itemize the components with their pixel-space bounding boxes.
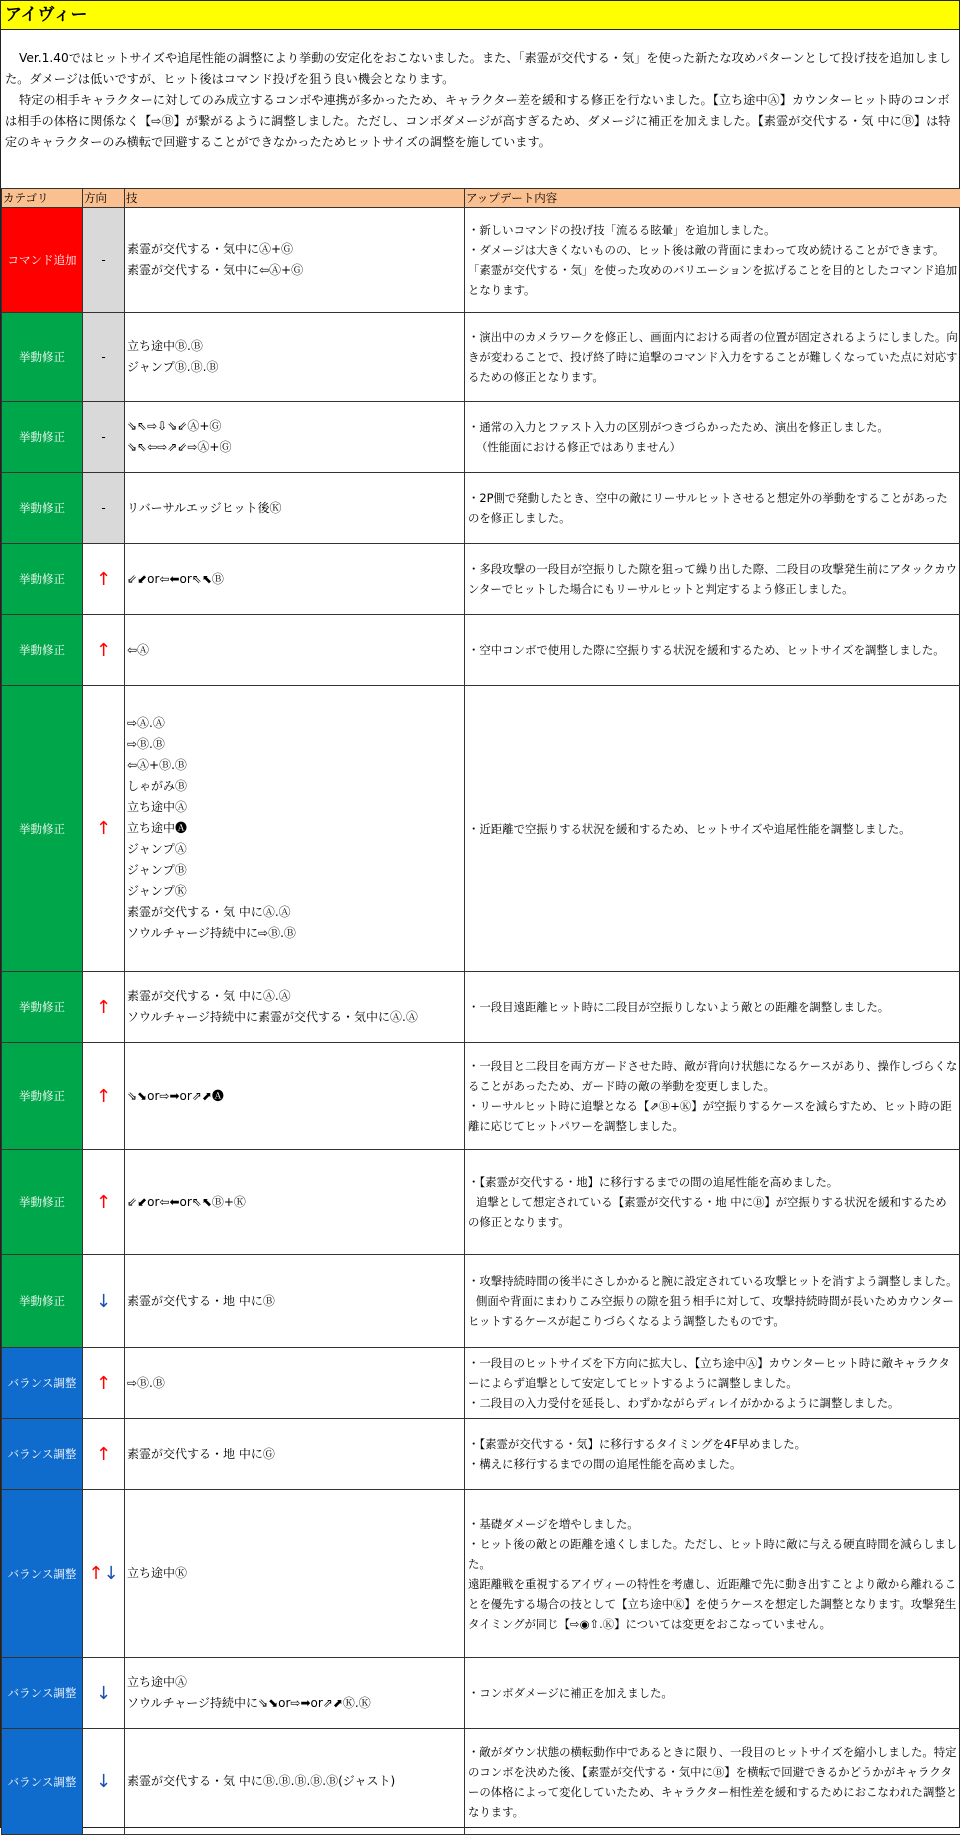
update-cell bbox=[465, 1658, 960, 1729]
move-line: 素霊が交代する・気 中にⒶ.Ⓐ bbox=[127, 902, 464, 923]
update-cell bbox=[465, 208, 960, 313]
move-line: 立ち途中Ⓐ bbox=[127, 1672, 464, 1693]
direction-cell bbox=[83, 1043, 125, 1150]
header-direction: 方向 bbox=[83, 189, 125, 208]
move-cell bbox=[125, 313, 465, 402]
update-cell bbox=[465, 1419, 960, 1490]
direction-arrow-icon: ↓ bbox=[96, 1683, 111, 1704]
move-cell bbox=[125, 686, 465, 972]
move-cell bbox=[125, 1043, 465, 1150]
update-line: ・新しいコマンドの投げ技「流るる眩暈」を追加しました。 bbox=[468, 220, 958, 240]
category-cell: バランス調整 bbox=[2, 1348, 83, 1419]
table-row bbox=[2, 1255, 960, 1348]
move-line: ⇨Ⓑ.Ⓑ bbox=[127, 1373, 464, 1394]
direction-cell bbox=[83, 313, 125, 402]
direction-arrow-icon: ↑↓ bbox=[88, 1563, 118, 1584]
direction-cell bbox=[83, 1348, 125, 1419]
table-row bbox=[2, 972, 960, 1043]
move-cell bbox=[125, 402, 465, 473]
update-cell bbox=[465, 1150, 960, 1255]
move-line: 素霊が交代する・気 中にⒷ.Ⓑ.Ⓑ.Ⓑ.Ⓑ(ジャスト) bbox=[127, 1771, 464, 1792]
move-line: 素霊が交代する・気中にⒶ+Ⓖ bbox=[127, 239, 464, 260]
table-row bbox=[2, 473, 960, 544]
move-line: ⇦Ⓐ+Ⓑ.Ⓑ bbox=[127, 755, 464, 776]
intro-text bbox=[1, 30, 959, 169]
update-table bbox=[1, 188, 960, 1835]
direction-cell bbox=[83, 1150, 125, 1255]
table-header-row bbox=[2, 189, 960, 208]
update-cell bbox=[465, 686, 960, 972]
update-line: ・リーサルヒット時に追撃となる【⇗Ⓑ+Ⓚ】が空振りするケースを減らすため、ヒット時の距離に応じてヒットパワーを調整しました。 bbox=[468, 1096, 958, 1136]
category-cell: コマンド追加 bbox=[2, 208, 83, 313]
update-line: ・【素霊が交代する・地】に移行するまでの間の追尾性能を高めました。 bbox=[468, 1172, 958, 1192]
no-direction-mark: - bbox=[101, 430, 105, 444]
move-line: ⇘⇖⇨⇩⇘⇙Ⓐ+Ⓖ bbox=[127, 416, 464, 437]
direction-arrow-icon: ↑ bbox=[96, 1373, 111, 1394]
update-cell bbox=[465, 972, 960, 1043]
update-cell bbox=[465, 313, 960, 402]
update-line: ・空中コンボで使用した際に空振りする状況を緩和するため、ヒットサイズを調整しました。 bbox=[468, 640, 958, 660]
move-line: ソウルチャージ持続中に⇨Ⓑ.Ⓑ bbox=[127, 923, 464, 944]
category-cell: 挙動修正 bbox=[2, 615, 83, 686]
update-line: ・多段攻撃の一段目が空振りした隙を狙って繰り出した際、二段目の攻撃発生前にアタックカウンターでヒットした場合にもリーサルヒットと判定するよう修正しました。 bbox=[468, 559, 958, 599]
table-row bbox=[2, 1729, 960, 1835]
direction-cell bbox=[83, 208, 125, 313]
direction-cell bbox=[83, 1729, 125, 1835]
update-line: ・一段目のヒットサイズを下方向に拡大し、【立ち途中Ⓐ】カウンターヒット時に敵キャラクターによらず追撃として安定してヒットするように調整しました。 bbox=[468, 1353, 958, 1393]
direction-arrow-icon: ↑ bbox=[96, 640, 111, 661]
update-cell bbox=[465, 1348, 960, 1419]
direction-cell bbox=[83, 1419, 125, 1490]
move-line: ジャンプⒷ bbox=[127, 860, 464, 881]
table-row bbox=[2, 686, 960, 972]
update-cell bbox=[465, 1729, 960, 1835]
move-cell bbox=[125, 615, 465, 686]
update-line: ・基礎ダメージを増やしました。 bbox=[468, 1514, 958, 1534]
direction-arrow-icon: ↑ bbox=[96, 818, 111, 839]
direction-arrow-icon: ↓ bbox=[96, 1771, 111, 1792]
update-cell bbox=[465, 402, 960, 473]
direction-cell bbox=[83, 972, 125, 1043]
move-cell bbox=[125, 1150, 465, 1255]
update-line: ・近距離で空振りする状況を緩和するため、ヒットサイズや追尾性能を調整しました。 bbox=[468, 819, 958, 839]
update-line: 「素霊が交代する・気」を使った攻めのバリエーションを拡げることを目的としたコマンド追加となります。 bbox=[468, 260, 958, 300]
update-line: 遠距離戦を重視するアイヴィーの特性を考慮し、近距離で先に動き出すことより敵から離れることを優先する場合の技として【立ち途中Ⓚ】を使うケースを想定した調整となります。攻撃発生タイミングが同じ【⇨◉⇧.Ⓚ】については変更をおこなっていません。 bbox=[468, 1574, 958, 1634]
direction-arrow-icon: ↓ bbox=[96, 1291, 111, 1312]
update-line: ・通常の入力とファスト入力の区別がつきづらかったため、演出を修正しました。 bbox=[468, 417, 958, 437]
intro-paragraph-2: 特定の相手キャラクターに対してのみ成立するコンボや連携が多かったため、キャラクター差を緩和する修正を行ないました。【立ち途中Ⓐ】カウンターヒット時のコンボは相手の体格に関係なく【⇨Ⓑ】が繋がるように調整しました。ただし、コンボダメージが高すぎるため、ダメージに補正を加えました。【素霊が交代する・気 中にⒷ】は特定のキャラクターのみ横転で回避することができなかったためヒットサイズの調整を施しています。 bbox=[5, 90, 955, 153]
move-cell bbox=[125, 972, 465, 1043]
move-cell bbox=[125, 1255, 465, 1348]
category-cell: バランス調整 bbox=[2, 1658, 83, 1729]
category-cell: 挙動修正 bbox=[2, 1043, 83, 1150]
move-line: 立ち途中Ⓚ bbox=[127, 1563, 464, 1584]
no-direction-mark: - bbox=[101, 501, 105, 515]
table-row bbox=[2, 208, 960, 313]
move-line: ⇨Ⓐ.Ⓐ bbox=[127, 713, 464, 734]
move-line: ⇘⇖⇦⇨⇗⇙⇨Ⓐ+Ⓖ bbox=[127, 437, 464, 458]
category-cell: バランス調整 bbox=[2, 1490, 83, 1658]
move-line: ⇙⬋or⇦⬅or⇖⬉Ⓑ+Ⓚ bbox=[127, 1192, 464, 1213]
category-cell: バランス調整 bbox=[2, 1729, 83, 1835]
direction-cell bbox=[83, 473, 125, 544]
move-cell bbox=[125, 1658, 465, 1729]
move-line: 立ち途中🅐 bbox=[127, 818, 464, 839]
table-row bbox=[2, 1490, 960, 1658]
category-cell: 挙動修正 bbox=[2, 1255, 83, 1348]
table-row bbox=[2, 544, 960, 615]
category-cell: バランス調整 bbox=[2, 1419, 83, 1490]
update-line: ・コンボダメージに補正を加えました。 bbox=[468, 1683, 958, 1703]
move-cell bbox=[125, 1419, 465, 1490]
update-line: ・攻撃持続時間の後半にさしかかると腕に設定されている攻撃ヒットを消すよう調整しました。 bbox=[468, 1271, 958, 1291]
update-line: ・一段目と二段目を両方ガードさせた時、敵が背向け状態になるケースがあり、操作しづらくなることがあったため、ガード時の敵の挙動を変更しました。 bbox=[468, 1056, 958, 1096]
move-line: リバーサルエッジヒット後Ⓚ bbox=[127, 498, 464, 519]
table-row bbox=[2, 402, 960, 473]
header-move: 技 bbox=[125, 189, 465, 208]
table-row bbox=[2, 1658, 960, 1729]
category-cell: 挙動修正 bbox=[2, 313, 83, 402]
move-cell bbox=[125, 473, 465, 544]
move-line: ⇙⬋or⇦⬅or⇖⬉Ⓑ bbox=[127, 569, 464, 590]
direction-cell bbox=[83, 1658, 125, 1729]
move-line: しゃがみⒷ bbox=[127, 776, 464, 797]
update-cell bbox=[465, 1490, 960, 1658]
update-cell bbox=[465, 615, 960, 686]
update-line: 側面や背面にまわりこみ空振りの隙を狙う相手に対して、攻撃持続時間が長いためカウンターヒットするケースが起こりづらくなるよう調整したものです。 bbox=[468, 1291, 958, 1331]
direction-cell bbox=[83, 1255, 125, 1348]
category-cell: 挙動修正 bbox=[2, 544, 83, 615]
move-line: 素霊が交代する・地 中にⒷ bbox=[127, 1291, 464, 1312]
header-update: アップデート内容 bbox=[465, 189, 960, 208]
move-line: ジャンプⒷ.Ⓑ.Ⓑ bbox=[127, 357, 464, 378]
update-line: ・【素霊が交代する・気】に移行するタイミングを4F早めました。 bbox=[468, 1434, 958, 1454]
update-line: ・演出中のカメラワークを修正し、画面内における両者の位置が固定されるようにしました。向きが変わることで、投げ終了時に追撃のコマンド入力をすることが難しくなっていた点に対応するための修正となります。 bbox=[468, 327, 958, 387]
direction-arrow-icon: ↑ bbox=[96, 569, 111, 590]
table-row bbox=[2, 1150, 960, 1255]
move-line: 立ち途中Ⓑ.Ⓑ bbox=[127, 336, 464, 357]
direction-cell bbox=[83, 615, 125, 686]
direction-arrow-icon: ↑ bbox=[96, 1192, 111, 1213]
direction-arrow-icon: ↑ bbox=[96, 1444, 111, 1465]
table-body bbox=[2, 208, 960, 1835]
category-cell: 挙動修正 bbox=[2, 473, 83, 544]
direction-arrow-icon: ↑ bbox=[96, 1086, 111, 1107]
direction-cell bbox=[83, 402, 125, 473]
category-cell: 挙動修正 bbox=[2, 1150, 83, 1255]
update-line: ・二段目の入力受付を延長し、わずかながらディレイがかかるように調整しました。 bbox=[468, 1393, 958, 1413]
table-row bbox=[2, 615, 960, 686]
update-line: ・一段目遠距離ヒット時に二段目が空振りしないよう敵との距離を調整しました。 bbox=[468, 997, 958, 1017]
update-cell bbox=[465, 473, 960, 544]
header-category: カテゴリ bbox=[2, 189, 83, 208]
direction-arrow-icon: ↑ bbox=[96, 997, 111, 1018]
move-line: ⇦Ⓐ bbox=[127, 640, 464, 661]
move-cell bbox=[125, 208, 465, 313]
move-line: 素霊が交代する・気中に⇦Ⓐ+Ⓖ bbox=[127, 260, 464, 281]
character-title: アイヴィー bbox=[1, 1, 959, 30]
update-cell bbox=[465, 1043, 960, 1150]
category-cell: 挙動修正 bbox=[2, 686, 83, 972]
update-cell bbox=[465, 544, 960, 615]
move-line: 立ち途中Ⓐ bbox=[127, 797, 464, 818]
move-cell bbox=[125, 1348, 465, 1419]
update-line: ・ヒット後の敵との距離を遠くしました。ただし、ヒット時に敵に与える硬直時間を減らしました。 bbox=[468, 1534, 958, 1574]
move-line: ソウルチャージ持続中に⇘⬊or⇨➡or⇗⬈Ⓚ.Ⓚ bbox=[127, 1693, 464, 1714]
table-row bbox=[2, 313, 960, 402]
table-row bbox=[2, 1043, 960, 1150]
update-cell bbox=[465, 1255, 960, 1348]
no-direction-mark: - bbox=[101, 350, 105, 364]
update-line: 追撃として想定されている【素霊が交代する・地 中にⒷ】が空振りする状況を緩和するための修正となります。 bbox=[468, 1192, 958, 1232]
move-line: ジャンプⒶ bbox=[127, 839, 464, 860]
category-cell: 挙動修正 bbox=[2, 402, 83, 473]
no-direction-mark: - bbox=[101, 253, 105, 267]
move-line: 素霊が交代する・地 中にⒼ bbox=[127, 1444, 464, 1465]
direction-cell bbox=[83, 544, 125, 615]
move-line: ⇨Ⓑ.Ⓑ bbox=[127, 734, 464, 755]
move-cell bbox=[125, 1729, 465, 1835]
update-line: ・構えに移行するまでの間の追尾性能を高めました。 bbox=[468, 1454, 958, 1474]
direction-cell bbox=[83, 686, 125, 972]
update-line: ・敵がダウン状態の横転動作中であるときに限り、一段目のヒットサイズを縮小しました。特定のコンボを決めた後、【素霊が交代する・気中にⒷ】を横転で回避できるかどうかがキャラクターの体格によって変化していたため、キャラクター相性差を緩和するためにおこなわれた調整となります。 bbox=[468, 1742, 958, 1822]
update-line: ・2P側で発動したとき、空中の敵にリーサルヒットさせると想定外の挙動をすることがあったのを修正しました。 bbox=[468, 488, 958, 528]
move-line: ソウルチャージ持続中に素霊が交代する・気中にⒶ.Ⓐ bbox=[127, 1007, 464, 1028]
move-line: ジャンプⓀ bbox=[127, 881, 464, 902]
intro-paragraph-1: Ver.1.40ではヒットサイズや追尾性能の調整により挙動の安定化をおこないました。また、「素霊が交代する・気」を使った新たな攻めパターンとして投げ技を追加しました。ダメージは低いですが、ヒット後はコマンド投げを狙う良い機会となります。 bbox=[5, 48, 955, 90]
move-cell bbox=[125, 1490, 465, 1658]
category-cell: 挙動修正 bbox=[2, 972, 83, 1043]
move-line: ⇘⬊or⇨➡or⇗⬈🅐 bbox=[127, 1086, 464, 1107]
table-row bbox=[2, 1348, 960, 1419]
table-row bbox=[2, 1419, 960, 1490]
update-line: （性能面における修正ではありません） bbox=[468, 437, 958, 457]
direction-cell bbox=[83, 1490, 125, 1658]
update-line: ・ダメージは大きくないものの、ヒット後は敵の背面にまわって攻め続けることができます。 bbox=[468, 240, 958, 260]
move-cell bbox=[125, 544, 465, 615]
move-line: 素霊が交代する・気 中にⒶ.Ⓐ bbox=[127, 986, 464, 1007]
